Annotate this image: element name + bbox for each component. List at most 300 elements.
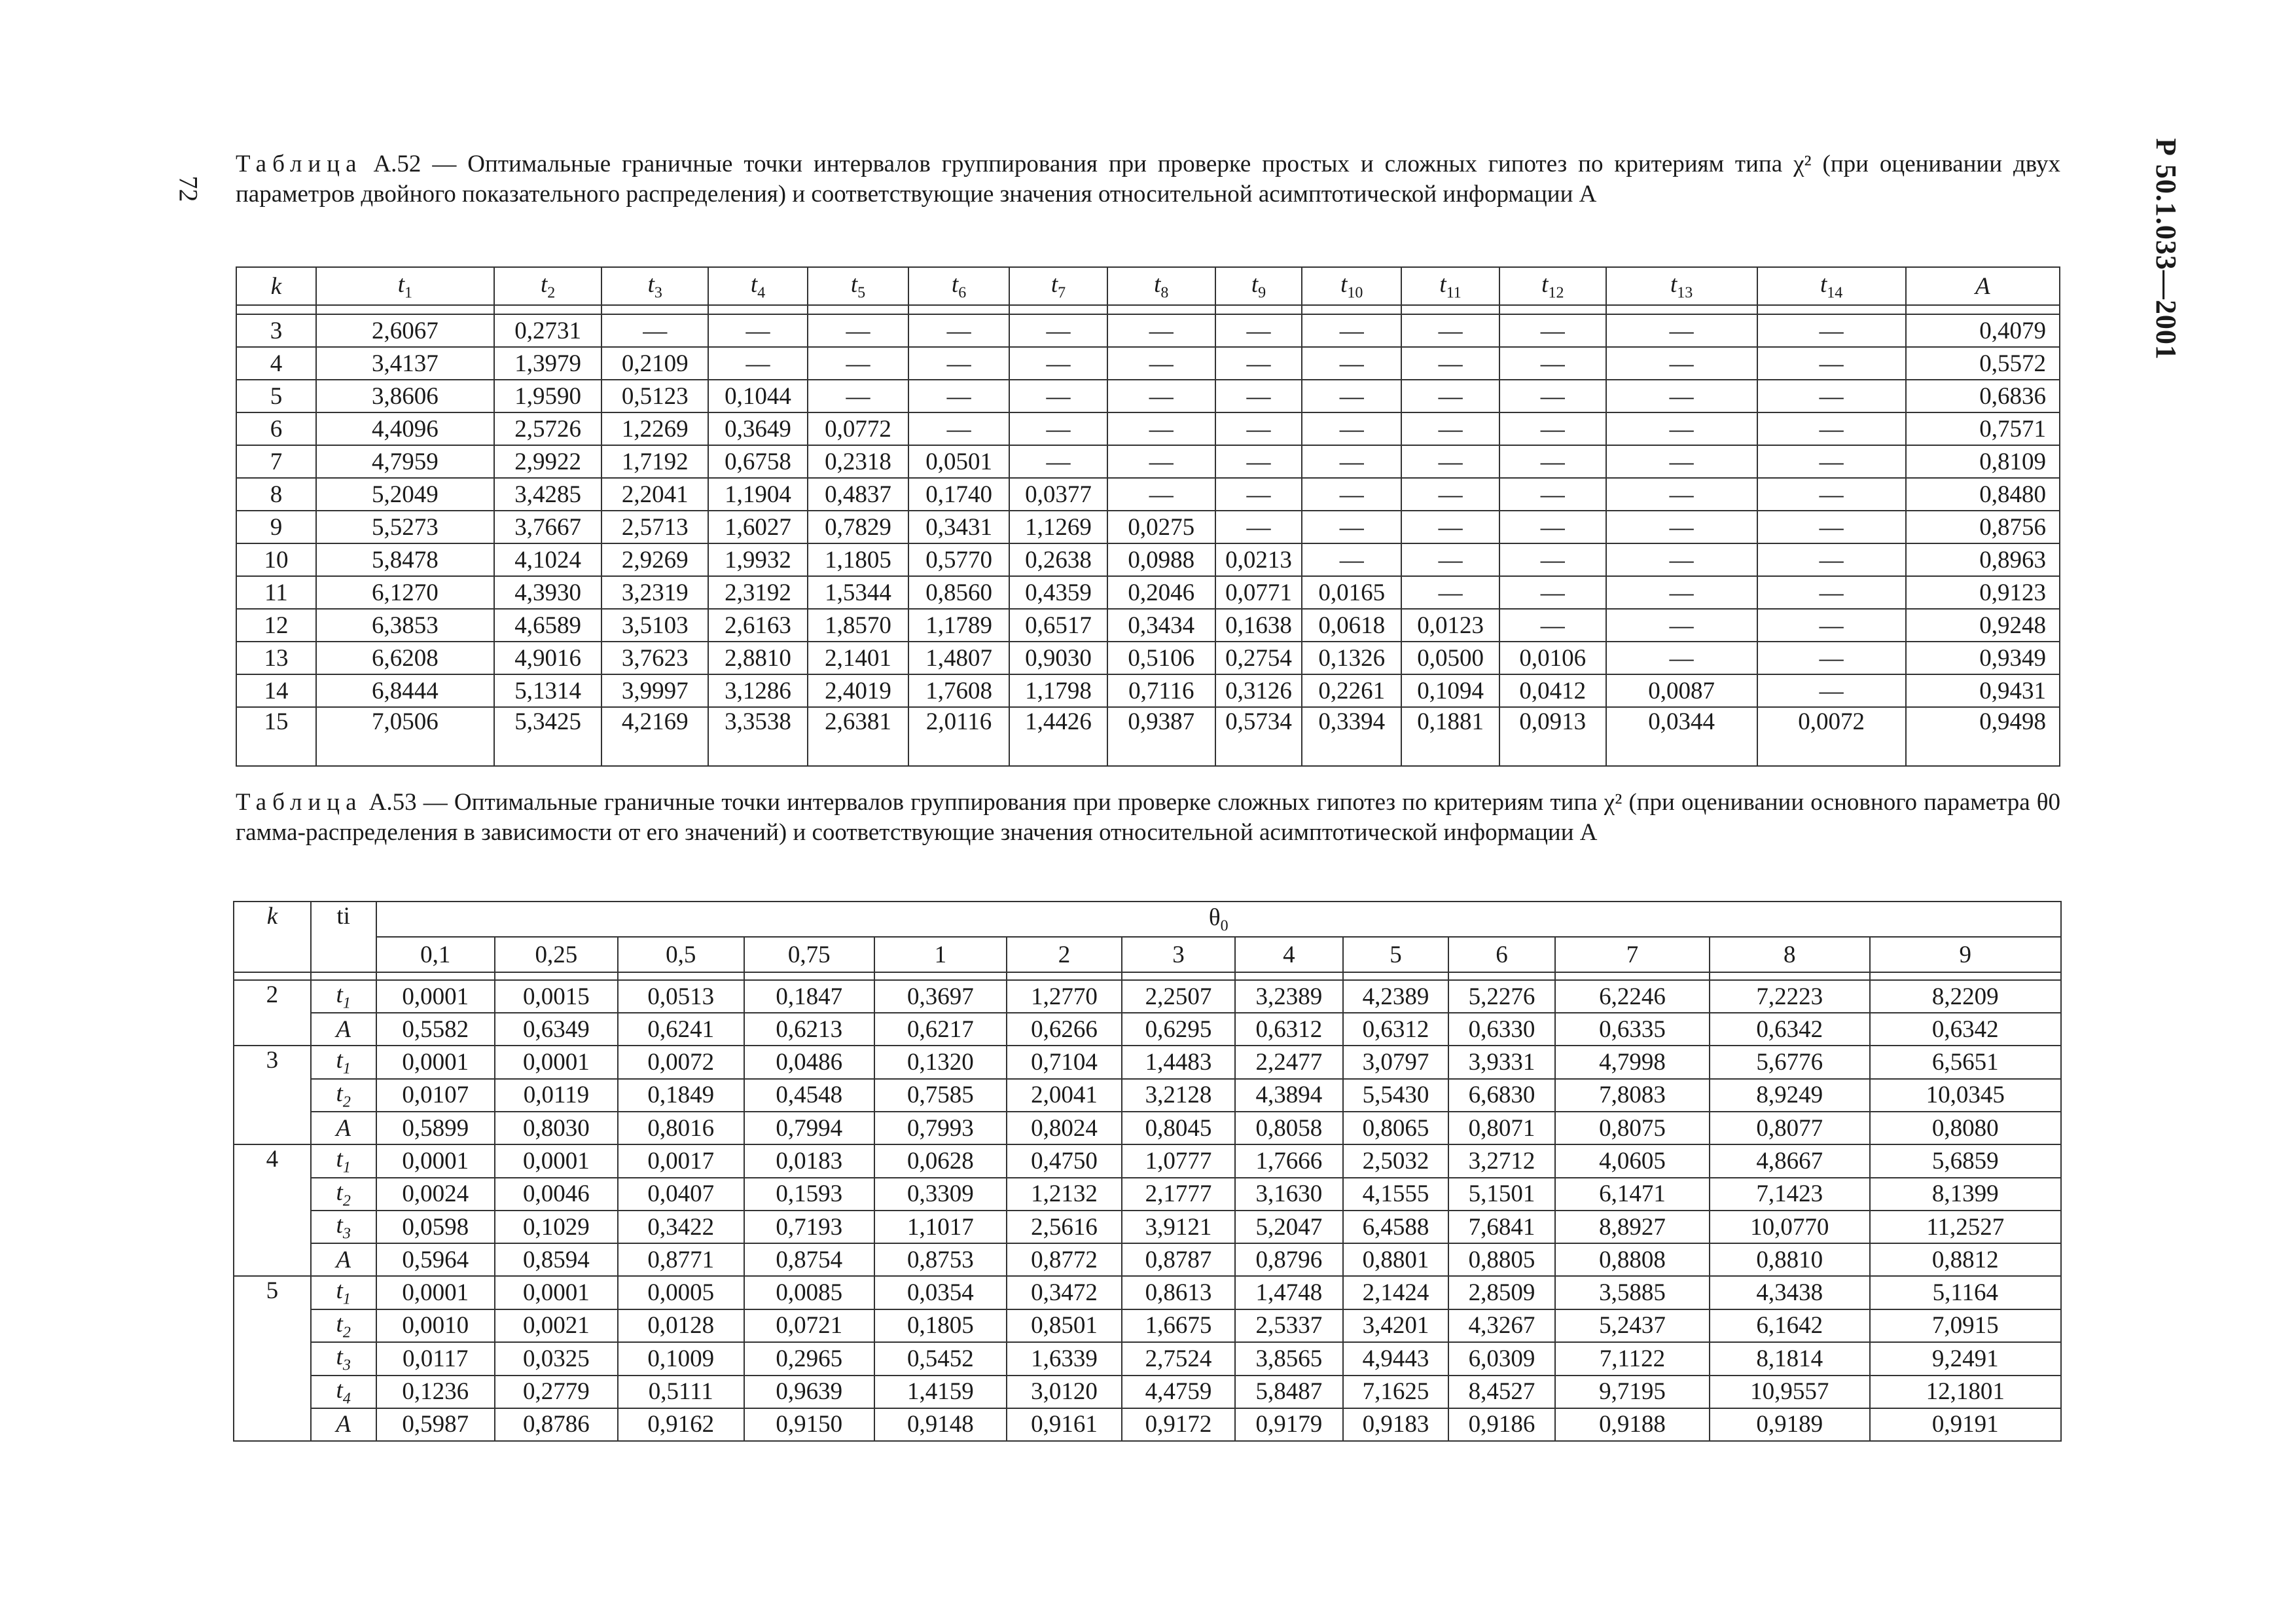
value-cell: 0,1881: [1401, 707, 1499, 766]
value-cell: 1,1904: [708, 478, 808, 511]
value-cell: 6,8444: [316, 674, 494, 707]
table-row: [234, 1309, 2061, 1342]
a-value-cell: 0,8480: [1906, 478, 2060, 511]
page-number: 72: [173, 175, 204, 202]
value-cell: —: [1606, 543, 1757, 576]
table-row: [234, 1178, 2061, 1211]
theta-value-header: 2: [1007, 937, 1122, 972]
ti-cell: $t_1$: [311, 1276, 376, 1309]
value-cell: 0,2754: [1215, 642, 1302, 674]
table-52-header-row: [236, 267, 2060, 305]
value-cell: 7,0506: [316, 707, 494, 766]
value-cell: 4,0605: [1555, 1144, 1710, 1177]
value-cell: 0,2779: [495, 1376, 618, 1408]
value-cell: —: [1499, 609, 1606, 642]
value-cell: 0,8796: [1235, 1243, 1343, 1276]
ti-cell: $t_2$: [311, 1079, 376, 1112]
value-cell: 1,7192: [601, 445, 708, 478]
value-cell: 3,2128: [1122, 1079, 1234, 1112]
value-cell: 1,1798: [1009, 674, 1107, 707]
ti-cell: A: [311, 1112, 376, 1144]
value-cell: —: [1606, 511, 1757, 543]
value-cell: 4,4096: [316, 412, 494, 445]
separator-cell: [808, 305, 908, 314]
value-cell: 9,7195: [1555, 1376, 1710, 1408]
value-cell: —: [1401, 380, 1499, 412]
theta-value-header: 3: [1122, 937, 1234, 972]
value-cell: 0,8075: [1555, 1112, 1710, 1144]
value-cell: 0,5123: [601, 380, 708, 412]
value-cell: 0,6330: [1448, 1013, 1555, 1046]
value-cell: 2,1777: [1122, 1178, 1234, 1211]
table-row: [234, 1243, 2061, 1276]
value-cell: 6,5651: [1870, 1046, 2061, 1078]
value-cell: 0,3126: [1215, 674, 1302, 707]
value-cell: 0,8045: [1122, 1112, 1234, 1144]
value-cell: —: [1215, 412, 1302, 445]
value-cell: 0,9387: [1107, 707, 1215, 766]
value-cell: 7,1423: [1710, 1178, 1870, 1211]
value-cell: 0,9150: [744, 1408, 874, 1441]
value-cell: 0,0085: [744, 1276, 874, 1309]
ti-cell: $t_4$: [311, 1376, 376, 1408]
value-cell: 2,7524: [1122, 1342, 1234, 1375]
value-cell: —: [1215, 478, 1302, 511]
value-cell: 0,0107: [376, 1079, 495, 1112]
header-separator: [236, 305, 2060, 314]
theta-value-header: 0,75: [744, 937, 874, 972]
value-cell: —: [1401, 478, 1499, 511]
ti-cell: $t_1$: [311, 980, 376, 1013]
value-cell: 0,8786: [495, 1408, 618, 1441]
standard-code: Р 50.1.033—2001: [2149, 138, 2182, 360]
value-cell: 0,9162: [618, 1408, 744, 1441]
value-cell: 1,6339: [1007, 1342, 1122, 1375]
value-cell: 1,4807: [908, 642, 1009, 674]
value-cell: 2,2507: [1122, 980, 1234, 1013]
value-cell: —: [1401, 347, 1499, 380]
value-cell: 0,6241: [618, 1013, 744, 1046]
value-cell: —: [1401, 445, 1499, 478]
value-cell: 1,7666: [1235, 1144, 1343, 1177]
value-cell: —: [1606, 478, 1757, 511]
value-cell: 4,6589: [494, 609, 602, 642]
k-cell: 10: [236, 543, 316, 576]
value-cell: 3,7623: [601, 642, 708, 674]
theta-value-header: 8: [1710, 937, 1870, 972]
value-cell: 0,0721: [744, 1309, 874, 1342]
ti-cell: A: [311, 1243, 376, 1276]
value-cell: 4,9443: [1343, 1342, 1448, 1375]
value-cell: 1,2269: [601, 412, 708, 445]
value-cell: 0,6342: [1710, 1013, 1870, 1046]
value-cell: 0,3309: [874, 1178, 1007, 1211]
value-cell: —: [1009, 412, 1107, 445]
value-cell: 1,7608: [908, 674, 1009, 707]
value-cell: —: [1757, 347, 1906, 380]
theta-value-header: 4: [1235, 937, 1343, 972]
value-cell: 4,1024: [494, 543, 602, 576]
a-value-cell: 0,9498: [1906, 707, 2060, 766]
separator-cell: [1009, 305, 1107, 314]
separator-cell: [234, 972, 311, 980]
ti-cell: $t_3$: [311, 1211, 376, 1243]
table-row: [234, 1408, 2061, 1441]
value-cell: —: [1757, 576, 1906, 609]
table-row: [236, 642, 2060, 674]
value-cell: 0,6517: [1009, 609, 1107, 642]
value-cell: 0,1029: [495, 1211, 618, 1243]
value-cell: 6,6830: [1448, 1079, 1555, 1112]
value-cell: 0,8594: [495, 1243, 618, 1276]
value-cell: 0,7993: [874, 1112, 1007, 1144]
value-cell: 7,1122: [1555, 1342, 1710, 1375]
value-cell: —: [1757, 609, 1906, 642]
k-cell: 15: [236, 707, 316, 766]
ti-cell: $t_2$: [311, 1178, 376, 1211]
header-t4: $t_4$: [708, 267, 808, 305]
theta-value-header: 5: [1343, 937, 1448, 972]
value-cell: 2,1401: [808, 642, 908, 674]
value-cell: —: [1606, 445, 1757, 478]
value-cell: —: [1757, 380, 1906, 412]
value-cell: —: [1215, 511, 1302, 543]
value-cell: 5,2049: [316, 478, 494, 511]
value-cell: 0,0183: [744, 1144, 874, 1177]
value-cell: —: [1401, 314, 1499, 347]
value-cell: 0,0618: [1302, 609, 1401, 642]
value-cell: —: [1606, 380, 1757, 412]
value-cell: 0,0913: [1499, 707, 1606, 766]
value-cell: 0,6312: [1343, 1013, 1448, 1046]
value-cell: 0,0377: [1009, 478, 1107, 511]
value-cell: 1,2132: [1007, 1178, 1122, 1211]
value-cell: 0,0500: [1401, 642, 1499, 674]
table-row: [236, 707, 2060, 766]
k-cell: 2: [234, 980, 311, 1046]
value-cell: —: [1009, 347, 1107, 380]
value-cell: 7,2223: [1710, 980, 1870, 1013]
value-cell: —: [1302, 314, 1401, 347]
value-cell: 3,0120: [1007, 1376, 1122, 1408]
table-row: [234, 1376, 2061, 1408]
value-cell: 0,1044: [708, 380, 808, 412]
a-value-cell: 0,5572: [1906, 347, 2060, 380]
k-cell: 3: [236, 314, 316, 347]
value-cell: 3,8606: [316, 380, 494, 412]
value-cell: 0,9186: [1448, 1408, 1555, 1441]
a-value-cell: 0,8109: [1906, 445, 2060, 478]
value-cell: 2,3192: [708, 576, 808, 609]
value-cell: 10,9557: [1710, 1376, 1870, 1408]
theta-value-header: 7: [1555, 937, 1710, 972]
ti-cell: $t_1$: [311, 1046, 376, 1078]
k-cell: 4: [234, 1144, 311, 1276]
table-row: [234, 1046, 2061, 1078]
value-cell: 0,6342: [1870, 1013, 2061, 1046]
separator-cell: [1606, 305, 1757, 314]
value-cell: 0,0275: [1107, 511, 1215, 543]
value-cell: 6,1471: [1555, 1178, 1710, 1211]
value-cell: 0,9639: [744, 1376, 874, 1408]
value-cell: 0,8812: [1870, 1243, 2061, 1276]
value-cell: 5,1314: [494, 674, 602, 707]
theta-value-header: 9: [1870, 937, 2061, 972]
k-cell: 9: [236, 511, 316, 543]
value-cell: 5,2276: [1448, 980, 1555, 1013]
value-cell: —: [1757, 642, 1906, 674]
value-cell: —: [1606, 347, 1757, 380]
value-cell: 0,8077: [1710, 1112, 1870, 1144]
value-cell: 0,0117: [376, 1342, 495, 1375]
value-cell: 0,0325: [495, 1342, 618, 1375]
value-cell: 0,2638: [1009, 543, 1107, 576]
table-row: [234, 1342, 2061, 1375]
value-cell: 3,5103: [601, 609, 708, 642]
value-cell: —: [1302, 478, 1401, 511]
value-cell: 0,0128: [618, 1309, 744, 1342]
value-cell: 3,2712: [1448, 1144, 1555, 1177]
value-cell: 2,2041: [601, 478, 708, 511]
value-cell: 0,7104: [1007, 1046, 1122, 1078]
value-cell: 2,2477: [1235, 1046, 1343, 1078]
k-cell: 5: [236, 380, 316, 412]
separator-cell: [1122, 972, 1234, 980]
value-cell: 5,5430: [1343, 1079, 1448, 1112]
value-cell: 0,3472: [1007, 1276, 1122, 1309]
separator-cell: [874, 972, 1007, 980]
value-cell: 3,2319: [601, 576, 708, 609]
header-t1: $t_1$: [316, 267, 494, 305]
value-cell: 0,8613: [1122, 1276, 1234, 1309]
a-value-cell: 0,8756: [1906, 511, 2060, 543]
value-cell: 0,9030: [1009, 642, 1107, 674]
value-cell: 4,3930: [494, 576, 602, 609]
value-cell: —: [1757, 412, 1906, 445]
value-cell: 5,3425: [494, 707, 602, 766]
value-cell: 5,6776: [1710, 1046, 1870, 1078]
theta-value-header: 0,1: [376, 937, 495, 972]
separator-cell: [376, 972, 495, 980]
value-cell: 2,5713: [601, 511, 708, 543]
value-cell: 6,4588: [1343, 1211, 1448, 1243]
table-row: [236, 445, 2060, 478]
value-cell: 0,5987: [376, 1408, 495, 1441]
value-cell: —: [1499, 445, 1606, 478]
value-cell: 0,0598: [376, 1211, 495, 1243]
value-cell: 0,0106: [1499, 642, 1606, 674]
value-cell: 0,5452: [874, 1342, 1007, 1375]
table-row: [236, 609, 2060, 642]
value-cell: 6,3853: [316, 609, 494, 642]
table-row: [234, 1079, 2061, 1112]
value-cell: —: [1499, 412, 1606, 445]
table-row: [236, 412, 2060, 445]
header-row-theta-values: [234, 937, 2061, 972]
separator-cell: [708, 305, 808, 314]
value-cell: 3,7667: [494, 511, 602, 543]
value-cell: 0,1847: [744, 980, 874, 1013]
value-cell: 0,0072: [618, 1046, 744, 1078]
a-value-cell: 0,4079: [1906, 314, 2060, 347]
separator-cell: [1107, 305, 1215, 314]
value-cell: 2,9269: [601, 543, 708, 576]
k-cell: 5: [234, 1276, 311, 1441]
a-value-cell: 0,9431: [1906, 674, 2060, 707]
value-cell: 0,0486: [744, 1046, 874, 1078]
value-cell: 5,6859: [1870, 1144, 2061, 1177]
a-value-cell: 0,6836: [1906, 380, 2060, 412]
value-cell: 0,5899: [376, 1112, 495, 1144]
value-cell: 0,0001: [376, 1046, 495, 1078]
value-cell: 0,7585: [874, 1079, 1007, 1112]
value-cell: —: [1009, 445, 1107, 478]
value-cell: 0,4359: [1009, 576, 1107, 609]
value-cell: 0,9161: [1007, 1408, 1122, 1441]
value-cell: 0,0005: [618, 1276, 744, 1309]
theta-value-header: 0,25: [495, 937, 618, 972]
value-cell: 0,1236: [376, 1376, 495, 1408]
value-cell: 1,9932: [708, 543, 808, 576]
value-cell: 0,8024: [1007, 1112, 1122, 1144]
value-cell: 2,8509: [1448, 1276, 1555, 1309]
ti-cell: A: [311, 1013, 376, 1046]
k-cell: 14: [236, 674, 316, 707]
value-cell: 0,0072: [1757, 707, 1906, 766]
k-cell: 13: [236, 642, 316, 674]
value-cell: 0,0988: [1107, 543, 1215, 576]
value-cell: 3,9121: [1122, 1211, 1234, 1243]
header-t13: $t_{13}$: [1606, 267, 1757, 305]
table-row: [236, 380, 2060, 412]
value-cell: —: [1302, 511, 1401, 543]
value-cell: 4,3267: [1448, 1309, 1555, 1342]
header-theta: $\theta_0$: [376, 902, 2061, 937]
value-cell: 2,5337: [1235, 1309, 1343, 1342]
value-cell: 0,5582: [376, 1013, 495, 1046]
value-cell: 4,9016: [494, 642, 602, 674]
value-cell: 0,8754: [744, 1243, 874, 1276]
value-cell: 0,8058: [1235, 1112, 1343, 1144]
value-cell: —: [1107, 380, 1215, 412]
value-cell: 4,2169: [601, 707, 708, 766]
value-cell: —: [1302, 380, 1401, 412]
value-cell: 0,0001: [376, 980, 495, 1013]
separator-cell: [311, 972, 376, 980]
value-cell: —: [1215, 445, 1302, 478]
value-cell: 0,0021: [495, 1309, 618, 1342]
value-cell: 0,0213: [1215, 543, 1302, 576]
value-cell: 1,9590: [494, 380, 602, 412]
value-cell: 3,3538: [708, 707, 808, 766]
value-cell: —: [1606, 576, 1757, 609]
separator-cell: [495, 972, 618, 980]
value-cell: 3,9331: [1448, 1046, 1555, 1078]
header-row-1: [234, 902, 2061, 937]
value-cell: 0,6217: [874, 1013, 1007, 1046]
table-row: [236, 576, 2060, 609]
value-cell: —: [1107, 347, 1215, 380]
separator-cell: [1007, 972, 1122, 980]
value-cell: —: [908, 380, 1009, 412]
value-cell: —: [808, 347, 908, 380]
value-cell: 7,0915: [1870, 1309, 2061, 1342]
value-cell: 8,1814: [1710, 1342, 1870, 1375]
value-cell: 0,0001: [376, 1276, 495, 1309]
value-cell: 6,0309: [1448, 1342, 1555, 1375]
value-cell: 9,2491: [1870, 1342, 2061, 1375]
value-cell: 0,0046: [495, 1178, 618, 1211]
value-cell: 0,8808: [1555, 1243, 1710, 1276]
value-cell: 6,1270: [316, 576, 494, 609]
k-cell: 3: [234, 1046, 311, 1144]
value-cell: —: [1499, 576, 1606, 609]
value-cell: 0,6213: [744, 1013, 874, 1046]
value-cell: 4,1555: [1343, 1178, 1448, 1211]
value-cell: 0,0001: [495, 1046, 618, 1078]
value-cell: 0,2318: [808, 445, 908, 478]
value-cell: 0,0024: [376, 1178, 495, 1211]
value-cell: 2,0116: [908, 707, 1009, 766]
value-cell: —: [1215, 347, 1302, 380]
value-cell: 3,4137: [316, 347, 494, 380]
separator-cell: [494, 305, 602, 314]
value-cell: —: [1499, 314, 1606, 347]
value-cell: —: [1302, 347, 1401, 380]
separator-cell: [1215, 305, 1302, 314]
header-t12: $t_{12}$: [1499, 267, 1606, 305]
value-cell: —: [1302, 412, 1401, 445]
value-cell: 3,4285: [494, 478, 602, 511]
value-cell: 10,0770: [1710, 1211, 1870, 1243]
value-cell: 7,6841: [1448, 1211, 1555, 1243]
value-cell: 0,2731: [494, 314, 602, 347]
value-cell: 2,6067: [316, 314, 494, 347]
value-cell: —: [1499, 511, 1606, 543]
separator-cell: [744, 972, 874, 980]
value-cell: 5,5273: [316, 511, 494, 543]
value-cell: 0,9189: [1710, 1408, 1870, 1441]
value-cell: 0,5111: [618, 1376, 744, 1408]
value-cell: 6,1642: [1710, 1309, 1870, 1342]
value-cell: 4,4759: [1122, 1376, 1234, 1408]
value-cell: —: [1009, 380, 1107, 412]
value-cell: 11,2527: [1870, 1211, 2061, 1243]
value-cell: 0,7994: [744, 1112, 874, 1144]
value-cell: —: [1606, 314, 1757, 347]
separator-cell: [1870, 972, 2061, 980]
value-cell: 0,0771: [1215, 576, 1302, 609]
value-cell: 0,6758: [708, 445, 808, 478]
value-cell: 0,1320: [874, 1046, 1007, 1078]
value-cell: 0,6349: [495, 1013, 618, 1046]
separator-cell: [908, 305, 1009, 314]
value-cell: 0,2109: [601, 347, 708, 380]
value-cell: 4,8667: [1710, 1144, 1870, 1177]
value-cell: 0,0017: [618, 1144, 744, 1177]
value-cell: 0,9172: [1122, 1408, 1234, 1441]
separator-cell: [618, 972, 744, 980]
value-cell: 2,4019: [808, 674, 908, 707]
value-cell: —: [1302, 543, 1401, 576]
value-cell: 0,5106: [1107, 642, 1215, 674]
value-cell: 5,1164: [1870, 1276, 2061, 1309]
value-cell: —: [1401, 576, 1499, 609]
value-cell: —: [1302, 445, 1401, 478]
header-A: A: [1906, 267, 2060, 305]
value-cell: 0,0001: [376, 1144, 495, 1177]
value-cell: 1,0777: [1122, 1144, 1234, 1177]
